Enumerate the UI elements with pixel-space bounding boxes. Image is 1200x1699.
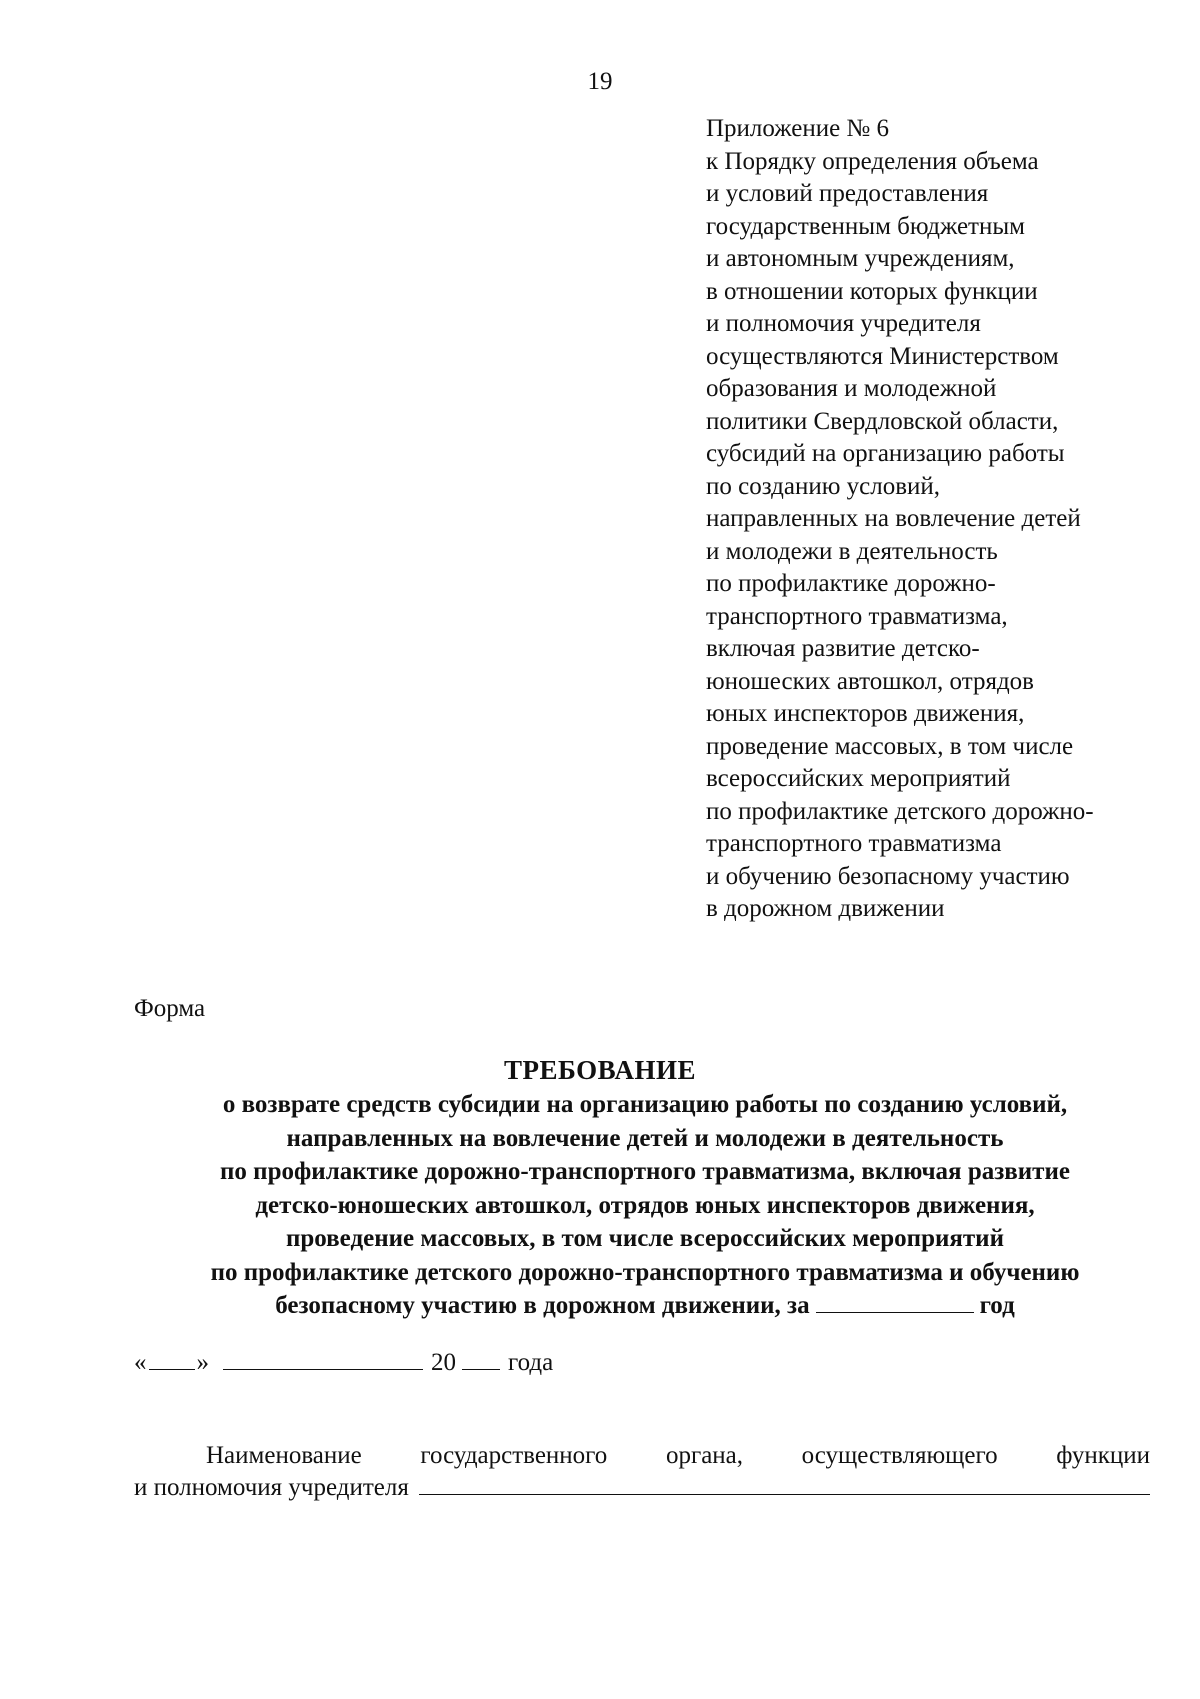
date-century: 20 — [431, 1349, 456, 1376]
appendix-line: Приложение № 6 — [706, 115, 890, 142]
organ-first-line-word: функции — [1056, 1442, 1150, 1469]
appendix-line: всероссийских мероприятий — [706, 765, 1011, 792]
appendix-line: юных инспекторов движения, — [706, 700, 1025, 727]
appendix-line: по профилактике детского дорожно- — [706, 797, 1094, 825]
organ-first-line-word: государственного — [420, 1442, 608, 1469]
appendix-line: политики Свердловской области, — [706, 407, 1059, 435]
appendix-line: осуществляются Министерством — [706, 342, 1059, 370]
appendix-header — [706, 113, 1186, 926]
requirement-subtitle-line: по профилактике детского дорожно-транспортного травматизма и обучению — [210, 1258, 1080, 1286]
day-blank-field[interactable] — [149, 1347, 195, 1370]
requirement-subtitle-line: детско-юношеских автошкол, отрядов юных инспекторов движения, — [255, 1191, 1035, 1219]
appendix-line: и условий предоставления — [706, 180, 989, 207]
appendix-line: проведение массовых, в том числе — [706, 732, 1074, 760]
page-number: 19 — [587, 68, 613, 95]
requirement-subtitle-line: проведение массовых, в том числе всероссийских мероприятий — [286, 1225, 1004, 1252]
year-word: год — [979, 1292, 1015, 1319]
date-suffix: года — [508, 1349, 554, 1376]
appendix-line: направленных на вовлечение детей — [706, 505, 1081, 532]
date-line — [134, 1347, 553, 1379]
appendix-line: в отношении которых функции — [706, 277, 1038, 305]
appendix-line: по созданию условий, — [706, 472, 941, 500]
appendix-line: и полномочия учредителя — [706, 310, 981, 337]
appendix-line: к Порядку определения объема — [706, 147, 1039, 175]
appendix-line: субсидий на организацию работы — [706, 440, 1065, 467]
requirement-subtitle — [120, 1088, 1170, 1323]
form-label: Форма — [134, 995, 206, 1022]
month-blank-field[interactable] — [223, 1347, 423, 1370]
appendix-line: образования и молодежной — [706, 375, 997, 402]
appendix-line: транспортного травматизма — [706, 830, 1002, 857]
requirement-subtitle-last-line-text: безопасному участию в дорожном движении, за — [275, 1292, 810, 1319]
requirement-subtitle-last-line — [120, 1289, 1170, 1323]
appendix-line: и автономным учреждениям, — [706, 245, 1015, 272]
organ-second-line — [134, 1472, 1150, 1504]
requirement-subtitle-line: о возврате средств субсидии на организацию работы по созданию условий, — [222, 1091, 1068, 1118]
organ-label: и полномочия учредителя — [134, 1474, 409, 1501]
organ-first-line-word: Наименование — [206, 1442, 362, 1469]
appendix-line: в дорожном движении — [706, 895, 945, 922]
date-open-quote: « — [134, 1349, 147, 1376]
organ-name-blank-field[interactable] — [419, 1472, 1150, 1495]
organ-block — [134, 1440, 1150, 1504]
appendix-line: включая развитие детско- — [706, 635, 980, 662]
appendix-line: государственным бюджетным — [706, 212, 1025, 240]
organ-first-line-word: органа, — [665, 1442, 744, 1469]
requirement-subtitle-line: направленных на вовлечение детей и молодежи в деятельность — [286, 1124, 1004, 1152]
date-close-quote: » — [196, 1349, 209, 1376]
requirement-title: ТРЕБОВАНИЕ — [504, 1055, 696, 1085]
date-year-blank-field[interactable] — [462, 1347, 500, 1370]
appendix-line: и молодежи в деятельность — [706, 537, 998, 565]
appendix-line: транспортного травматизма, — [706, 602, 1008, 630]
appendix-line: по профилактике дорожно- — [706, 570, 996, 597]
requirement-subtitle-line: по профилактике дорожно-транспортного травматизма, включая развитие — [220, 1158, 1070, 1185]
organ-first-line — [134, 1440, 1150, 1472]
organ-first-line-word: осуществляющего — [801, 1442, 998, 1469]
appendix-line: юношеских автошкол, отрядов — [706, 667, 1034, 695]
appendix-line: и обучению безопасному участию — [706, 862, 1070, 890]
year-blank-field[interactable] — [816, 1290, 974, 1313]
